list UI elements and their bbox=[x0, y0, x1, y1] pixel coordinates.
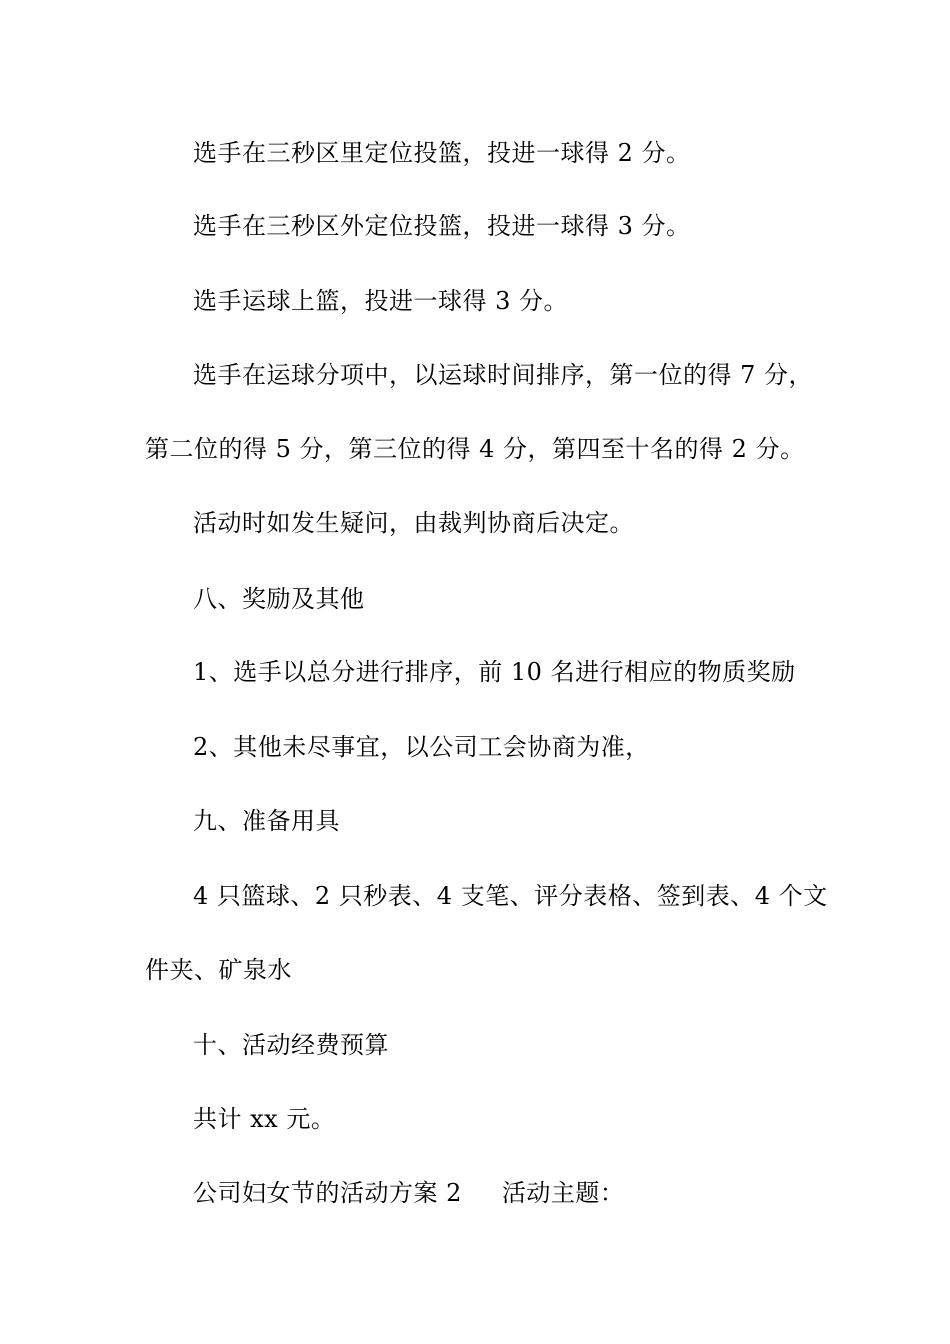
paragraph-line: 选手在运球分项中，以运球时间排序，第一位的得 7 分， bbox=[193, 361, 814, 389]
paragraph-line bbox=[193, 1177, 873, 1209]
paragraph-line: 1、选手以总分进行排序，前 10 名进行相应的物质奖励 bbox=[193, 658, 796, 686]
activity-theme-label: 活动主题： bbox=[501, 1179, 625, 1207]
paragraph-line: 选手在三秒区里定位投篮，投进一球得 2 分。 bbox=[193, 139, 691, 167]
section-heading: 十、活动经费预算 bbox=[193, 1031, 389, 1059]
plan-title: 公司妇女节的活动方案 2 bbox=[193, 1179, 462, 1207]
paragraph-line: 件夹、矿泉水 bbox=[145, 956, 292, 984]
paragraph-line: 4 只篮球、2 只秒表、4 支笔、评分表格、签到表、4 个文 bbox=[193, 882, 828, 910]
section-heading: 九、准备用具 bbox=[193, 807, 340, 835]
paragraph-line: 活动时如发生疑问，由裁判协商后决定。 bbox=[193, 509, 634, 537]
paragraph-line: 选手运球上篮，投进一球得 3 分。 bbox=[193, 287, 569, 315]
paragraph-line: 共计 xx 元。 bbox=[193, 1105, 336, 1133]
paragraph-line: 2、其他未尽事宜，以公司工会协商为准， bbox=[193, 733, 650, 761]
paragraph-line: 第二位的得 5 分，第三位的得 4 分，第四至十名的得 2 分。 bbox=[145, 435, 805, 463]
section-heading: 八、奖励及其他 bbox=[193, 585, 365, 613]
paragraph-line: 选手在三秒区外定位投篮，投进一球得 3 分。 bbox=[193, 212, 691, 240]
